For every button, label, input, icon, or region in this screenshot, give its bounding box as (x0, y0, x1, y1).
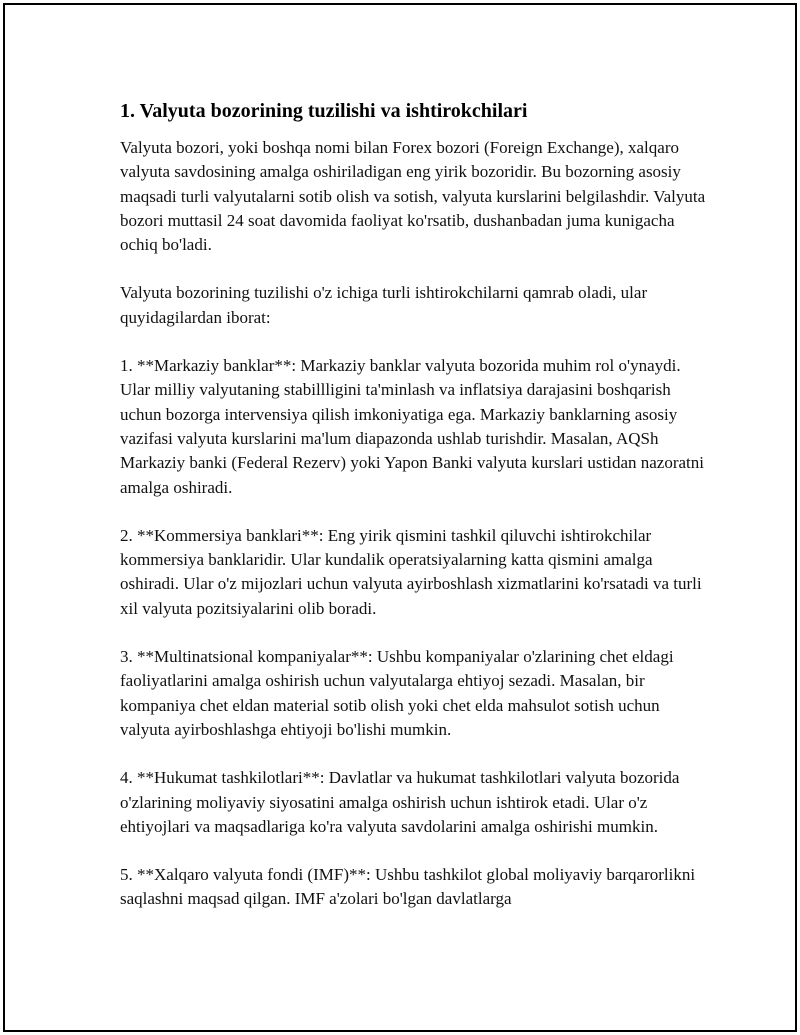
document-page (3, 3, 797, 1032)
paragraph-commercial-banks: 2. **Kommersiya banklari**: Eng yirik qismini tashkil qiluvchi ishtirokchilar kommersiya banklaridir. Ular kundalik operatsiyalarning katta qismini amalga oshiradi. Ular o'z mijozlari uchun valyuta ayirboshlash xizmatlarini ko'rsatadi va turli xil valyuta pozitsiyalarini olib boradi. (120, 525, 702, 618)
section-heading: 1. Valyuta bozorining tuzilishi va ishtirokchilari (120, 100, 528, 122)
paragraph-imf: 5. **Xalqaro valyuta fondi (IMF)**: Ushbu tashkilot global moliyaviy barqarorlikni saqlashni maqsad qilgan. IMF a'zolari bo'lgan davlatlarga (120, 865, 696, 909)
paragraph-government-organizations: 4. **Hukumat tashkilotlari**: Davlatlar va hukumat tashkilotlari valyuta bozorida o'zlarining moliyaviy siyosatini amalga oshirish uchun ishtirok etadi. Ular o'z ehtiyojlari va maqsadlariga ko'ra valyuta savdolarini amalga oshirishi mumkin. (120, 768, 680, 836)
paragraph-multinational-companies: 3. **Multinatsional kompaniyalar**: Ushbu kompaniyalar o'zlarining chet eldagi faoliyatlarini amalga oshirish uchun valyutalarga ehtiyoj sezadi. Masalan, bir kompaniya chet eldan material sotib olish yoki chet elda mahsulot sotish uchun valyuta ayirboshlashga ehtiyoji bo'lishi mumkin. (120, 647, 674, 739)
paragraph-central-banks: 1. **Markaziy banklar**: Markaziy banklar valyuta bozorida muhim rol o'ynaydi. Ular milliy valyutaning stabillligini ta'minlash va inflatsiya darajasini boshqarish uchun bozorga intervensiya qilish imkoniyatiga ega. Markaziy banklarning asosiy vazifasi valyuta kurslarini ma'lum diapazonda ushlab turishdir. Masalan, AQSh Markaziy banki (Federal Rezerv) yoki Yapon Banki valyuta kurslari ustidan nazoratni amalga oshiradi. (120, 356, 704, 497)
document-body (120, 98, 710, 936)
paragraph-structure: Valyuta bozorining tuzilishi o'z ichiga turli ishtirokchilarni qamrab oladi, ular quyidagilardan iborat: (120, 283, 648, 327)
paragraph-intro: Valyuta bozori, yoki boshqa nomi bilan Forex bozori (Foreign Exchange), xalqaro valyuta savdosining amalga oshiriladigan eng yirik bozoridir. Bu bozorning asosiy maqsadi turli valyutalarni sotib olish va sotish, valyuta kurslarini belgilashdir. Valyuta bozori muttasil 24 soat davomida faoliyat ko'rsatib, dushanbadan juma kunigacha ochiq bo'ladi. (120, 138, 706, 255)
